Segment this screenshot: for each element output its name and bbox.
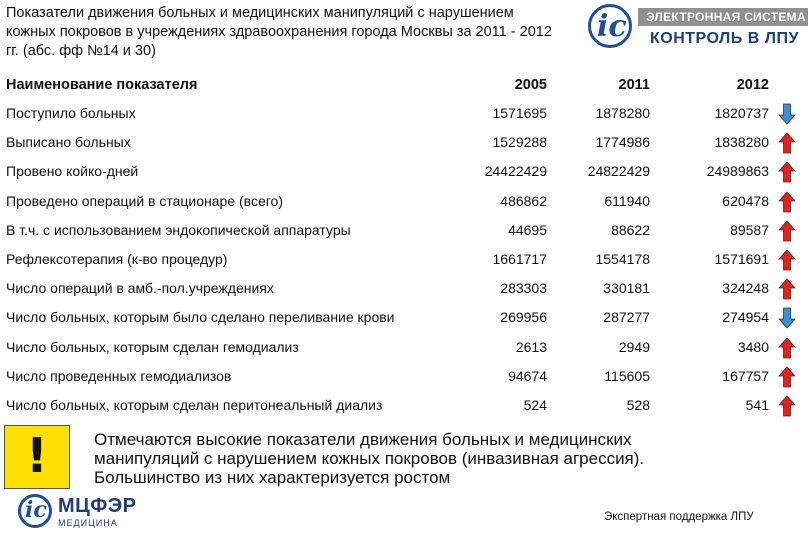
indicator-name: Число операций в амб.-пол.учреждениях xyxy=(6,280,274,297)
value-2005: 524 xyxy=(523,397,547,413)
ic-emblem-icon: ic xyxy=(18,494,52,528)
logo-mcfer xyxy=(18,494,188,534)
header-2012: 2012 xyxy=(736,77,769,93)
value-2012: 324248 xyxy=(722,280,769,297)
value-2005: 486862 xyxy=(500,192,547,209)
value-2011: 611940 xyxy=(604,192,650,209)
trend-down-arrow-icon xyxy=(778,307,796,329)
value-2005: 24422429 xyxy=(484,163,547,180)
value-2005: 1571695 xyxy=(492,105,547,121)
trend-up-arrow-icon xyxy=(778,395,796,417)
table-row xyxy=(0,394,810,420)
indicator-name: Число больных, которым сделан перитонеальный диализ xyxy=(6,397,383,413)
value-2011: 2949 xyxy=(618,338,650,355)
trend-up-arrow-icon xyxy=(778,337,796,359)
value-2012: 3480 xyxy=(737,338,769,355)
table-row xyxy=(0,219,810,245)
indicator-name: Проведено операций в стационаре (всего) xyxy=(6,192,283,209)
value-2005: 94674 xyxy=(508,367,547,384)
value-2011: 287277 xyxy=(603,309,650,326)
trend-up-arrow-icon xyxy=(778,220,796,242)
table-row xyxy=(0,365,810,391)
page-title: Показатели движения больных и медицинских манипуляций с нарушением кожных покровов в учреждениях здравоохранения города Москвы за 2011 - 2012 гг. (абс. фф №14 и 30) xyxy=(6,5,552,59)
value-2012: 1820737 xyxy=(714,105,769,121)
value-2011: 88622 xyxy=(611,221,650,238)
value-2005: 44695 xyxy=(508,221,547,238)
trend-up-arrow-icon xyxy=(778,132,796,154)
header-name: Наименование показателя xyxy=(6,77,198,93)
trend-down-arrow-icon xyxy=(778,103,796,125)
table-row xyxy=(0,336,810,362)
indicator-name: Поступило больных xyxy=(6,105,136,121)
value-2011: 1774986 xyxy=(595,134,650,151)
trend-up-arrow-icon xyxy=(778,191,796,213)
value-2011: 24822429 xyxy=(587,163,650,180)
table-row xyxy=(0,248,810,274)
trend-up-arrow-icon xyxy=(778,249,796,271)
value-2011: 330181 xyxy=(603,280,650,297)
table-row xyxy=(0,190,810,216)
indicator-name: Провено койко-дней xyxy=(6,163,139,180)
value-2011: 1878280 xyxy=(595,105,650,121)
trend-up-arrow-icon xyxy=(778,278,796,300)
logo-line-2: КОНТРОЛЬ В ЛПУ xyxy=(638,28,808,50)
exclamation-icon: ! xyxy=(26,428,48,484)
table-row xyxy=(0,102,810,128)
footer-text: Экспертная поддержка ЛПУ xyxy=(604,511,754,523)
table-row xyxy=(0,306,810,332)
value-2012: 620478 xyxy=(722,192,769,209)
table-header xyxy=(0,74,810,98)
value-2012: 1838280 xyxy=(714,134,769,151)
table-row xyxy=(0,160,810,186)
value-2012: 1571691 xyxy=(714,251,769,267)
logo-control-lpu xyxy=(588,2,810,58)
value-2005: 2613 xyxy=(515,338,547,355)
header-2011: 2011 xyxy=(618,77,650,93)
value-2012: 24989863 xyxy=(706,163,769,180)
indicator-name: Число проведенных гемодиализов xyxy=(6,367,232,384)
value-2012: 167757 xyxy=(722,367,769,384)
value-2005: 269956 xyxy=(500,309,547,326)
indicator-name: В т.ч. с использованием эндокопической аппаратуры xyxy=(6,221,351,238)
value-2005: 1529288 xyxy=(492,134,547,151)
indicator-name: Рефлексотерапия (к-во процедур) xyxy=(6,251,228,267)
summary-note: Отмечаются высокие показатели движения больных и медицинских манипуляций с нарушением кожных покровов (инвазивная агрессия). Большинство из них характеризуется ростом xyxy=(94,430,645,487)
value-2005: 283303 xyxy=(500,280,547,297)
value-2005: 1661717 xyxy=(492,251,547,267)
alert-sign xyxy=(4,425,70,489)
table-row xyxy=(0,131,810,157)
trend-up-arrow-icon xyxy=(778,366,796,388)
table-row xyxy=(0,277,810,303)
value-2012: 541 xyxy=(745,397,769,413)
value-2011: 528 xyxy=(626,397,650,413)
value-2011: 115605 xyxy=(604,367,650,384)
value-2012: 89587 xyxy=(730,221,769,238)
value-2011: 1554178 xyxy=(595,251,650,267)
indicator-name: Выписано больных xyxy=(6,134,131,151)
logo-line-1: ЭЛЕКТРОННАЯ СИСТЕМА xyxy=(638,8,808,26)
header-2005: 2005 xyxy=(514,77,547,93)
value-2012: 274954 xyxy=(722,309,769,326)
logo-mcfer-sub: МЕДИЦИНА xyxy=(58,518,118,528)
indicator-name: Число больных, которым было сделано переливание крови xyxy=(6,309,395,326)
indicator-name: Число больных, которым сделан гемодиализ xyxy=(6,338,299,355)
trend-up-arrow-icon xyxy=(778,161,796,183)
ic-emblem-icon: ic xyxy=(588,4,632,48)
logo-mcfer-name: МЦФЭР xyxy=(58,495,137,517)
